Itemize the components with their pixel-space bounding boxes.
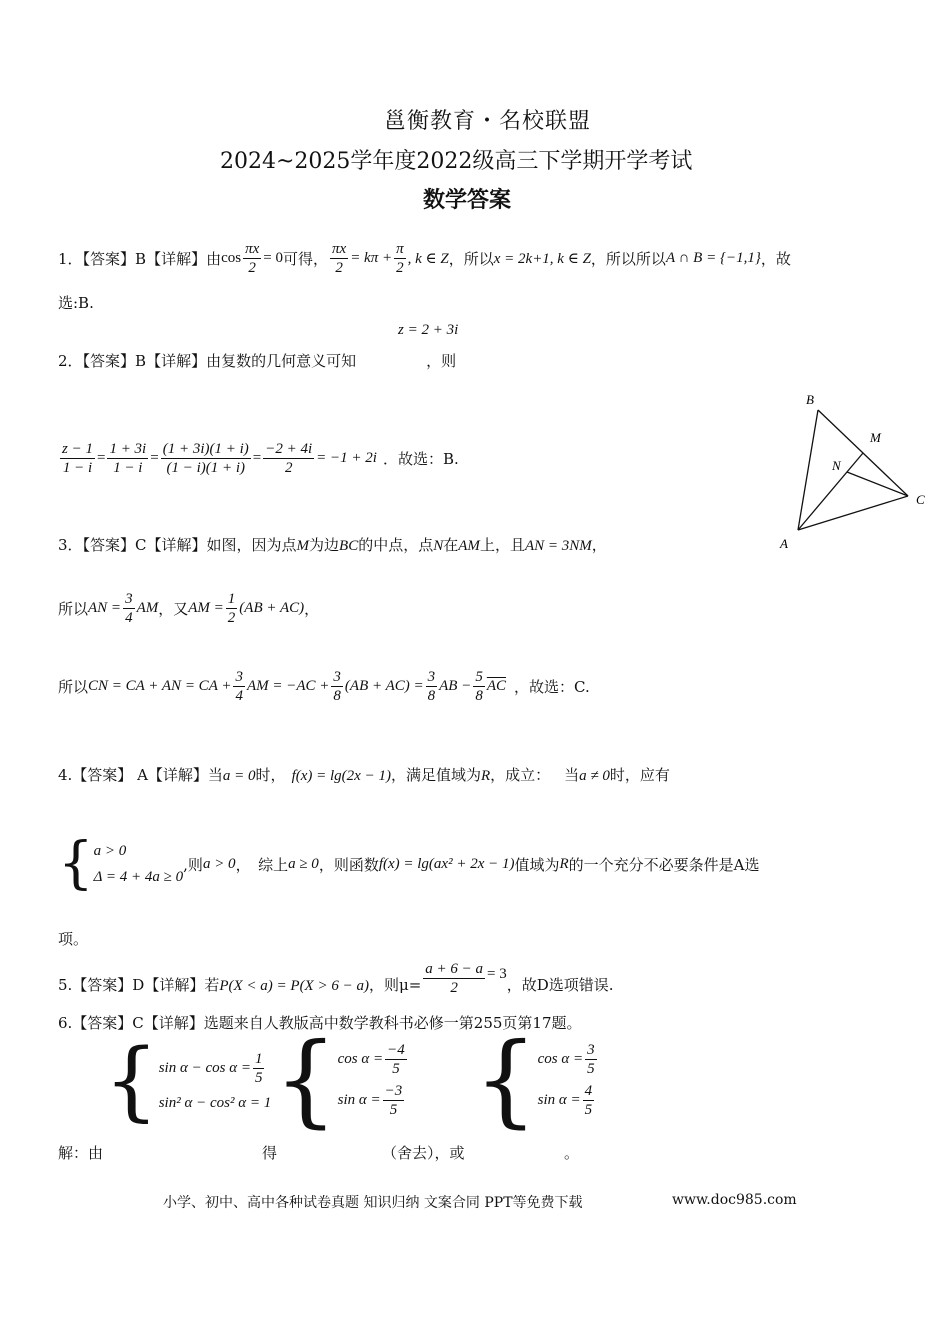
q3-l3-frac1: $\frac{3}{4}$ bbox=[235, 669, 243, 704]
q2-frac3: $\frac{(1 + 3i)(1 + i)}{(1 - i)(1 + i)}$ bbox=[162, 441, 249, 476]
q3-shang: 上，且 bbox=[479, 536, 525, 554]
q6-system3 bbox=[474, 1021, 599, 1138]
segment-nc bbox=[847, 472, 908, 496]
label-c: C bbox=[916, 492, 925, 507]
q1-x: x = 2k+1, k ∈ Z bbox=[493, 251, 591, 267]
q3-l3-b: AM = −AC + bbox=[246, 678, 330, 694]
q5-eq: = 3 bbox=[487, 966, 507, 982]
q3-m: M bbox=[296, 538, 310, 554]
q6-lead: 6.【答案】C【详解】选题来自人教版高中数学教科书必修一第255页第17题。 bbox=[58, 1014, 582, 1032]
q3-line1 bbox=[58, 534, 607, 555]
q1-kz: , k ∈ Z bbox=[407, 251, 449, 267]
footer-url[interactable]: www.doc985.com bbox=[672, 1192, 797, 1208]
q4-r2: R bbox=[559, 855, 569, 872]
q5-frac: $\frac{a + 6 - a}{2}$ bbox=[425, 961, 484, 996]
q6-system2 bbox=[274, 1021, 409, 1138]
q4-r: R bbox=[480, 768, 491, 784]
q6-jie: 解：由 bbox=[58, 1144, 104, 1162]
q4-fx: f(x) = lg(2x − 1) bbox=[291, 768, 391, 784]
q3-l2-am2: AM = bbox=[188, 600, 224, 616]
school-name: 邕衡教育・名校联盟 bbox=[384, 109, 592, 134]
q4-dang: 当 bbox=[564, 766, 580, 784]
q3-l2-suoyi: 所以 bbox=[58, 600, 89, 618]
q4-shi: 时， bbox=[255, 766, 286, 784]
edge-ac bbox=[798, 496, 908, 530]
q3-l2-paren: (AB + AC) bbox=[239, 600, 305, 616]
q6-brace3: { bbox=[474, 1021, 538, 1138]
q4-end: 的一个充分不必要条件是A选 bbox=[568, 855, 760, 874]
q3-l2-an: AN = bbox=[88, 600, 122, 616]
q1-frac3: $\frac{\pi}{2}$ bbox=[396, 241, 404, 276]
q1-suoyi2: ，所以所以 bbox=[590, 250, 666, 268]
q1-kede: 可得， bbox=[282, 250, 328, 268]
q3-l3-c: (AB + AC) = bbox=[344, 678, 424, 694]
q6-sheqv: （舍去），或 bbox=[382, 1144, 465, 1162]
q6-s3a: cos α = bbox=[537, 1051, 584, 1067]
q2-frac1: $\frac{z - 1}{1 - i}$ bbox=[62, 441, 93, 476]
median-am bbox=[798, 453, 863, 530]
q4-a0: a = 0 bbox=[222, 768, 256, 784]
q3-an3: AN = 3NM bbox=[524, 538, 592, 554]
q2-result: = −1 + 2i bbox=[316, 450, 377, 466]
q3-l2-frac2: $\frac{1}{2}$ bbox=[227, 591, 236, 626]
q6-system1 bbox=[104, 1031, 272, 1131]
q6-s1a-frac: $\frac{1}{5}$ bbox=[254, 1051, 263, 1086]
q6-period: 。 bbox=[564, 1144, 580, 1162]
q4-shi2: 时，应有 bbox=[609, 766, 670, 784]
q2-frac2: $\frac{1 + 3i}{1 - i}$ bbox=[109, 441, 147, 476]
q3-zai: 在 bbox=[443, 536, 459, 554]
exam-title: 2024~2025学年度2022级高三下学期开学考试 bbox=[220, 149, 693, 174]
q2-end: ．故选：B. bbox=[382, 450, 459, 468]
q4-brace: { bbox=[58, 831, 94, 896]
q3-l2-am: AM bbox=[136, 600, 159, 616]
q1-cos: cos bbox=[221, 250, 242, 266]
q6-s2b: sin α = bbox=[337, 1092, 381, 1108]
q3-l3-a: CN = CA + AN = CA + bbox=[88, 678, 232, 694]
label-n: N bbox=[832, 458, 841, 473]
label-a: A bbox=[780, 536, 788, 551]
q6-s1a: sin α − cos α = bbox=[158, 1060, 251, 1076]
q3-bc: BC bbox=[339, 538, 359, 554]
triangle-diagram bbox=[770, 388, 940, 558]
q3-l2-you: ，又 bbox=[158, 600, 189, 618]
q3-l3-frac2: $\frac{3}{8}$ bbox=[333, 669, 341, 704]
q3-l3-e: $\overline{AC}$ bbox=[486, 678, 506, 694]
q4-fx2: f(x) = lg(ax² + 2x − 1) bbox=[378, 855, 515, 872]
q4-zong: ， 综上 bbox=[235, 855, 289, 874]
q1-frac2: $\frac{\pi x}{2}$ bbox=[332, 241, 347, 276]
q3-weibian: 为边 bbox=[309, 536, 340, 554]
q4-man: ，满足值域为 bbox=[390, 766, 481, 784]
q3-n: N bbox=[433, 538, 444, 554]
q4-line2 bbox=[58, 831, 760, 896]
q4-hs: ，则函数 bbox=[318, 855, 379, 874]
q3-l3-frac3: $\frac{3}{8}$ bbox=[427, 669, 436, 704]
q3-am: AM bbox=[458, 538, 480, 554]
q1-gu: ，故 bbox=[760, 250, 791, 268]
q1-ab: A ∩ B = {−1,1} bbox=[665, 250, 761, 266]
label-m: M bbox=[870, 430, 881, 445]
doc-title: 数学答案 bbox=[423, 187, 512, 213]
q1-suoyi: ，所以 bbox=[448, 250, 494, 268]
q3-l3-suoyi: 所以 bbox=[58, 678, 89, 696]
q4-sys1: a > 0 bbox=[93, 843, 127, 859]
q3-l3-end: ，故选：C. bbox=[514, 678, 590, 696]
q2-line2: $\frac{z - 1}{1 - i}$ = $\frac{1 + 3i}{1 - i}$ = $\frac{(1 + 3i)(1 + i)}{(1 - i)(1 + i)}$ = $\frac{-2 + 4i}{2}$ = −1 + 2i ．故选：B. bbox=[62, 441, 459, 476]
q2-ze: ，则 bbox=[426, 352, 457, 370]
q6-s2b-frac: $\frac{-3}{5}$ bbox=[384, 1083, 403, 1118]
q5-ze: ，则μ= bbox=[368, 976, 422, 994]
q3-l2-end: ， bbox=[304, 600, 320, 618]
q3-l3-frac4: $\frac{5}{8}$ bbox=[475, 669, 483, 704]
q5-lead: 5.【答案】D【详解】若 bbox=[58, 976, 220, 994]
q6-s3a-frac: $\frac{3}{5}$ bbox=[587, 1042, 595, 1077]
q6-s3b: sin α = bbox=[537, 1092, 581, 1108]
footer-text: 小学、初中、高中各种试卷真题 知识归纳 文案合同 PPT等免费下载 bbox=[163, 1195, 583, 1211]
q3-line2 bbox=[58, 590, 319, 627]
q4-agt: a > 0 bbox=[202, 855, 236, 872]
q4-cl: ，成立： bbox=[490, 766, 551, 784]
q3-l2-frac1: $\frac{3}{4}$ bbox=[125, 591, 133, 626]
q6-brace2: { bbox=[274, 1021, 338, 1138]
q5-p: P(X < a) = P(X > 6 − a) bbox=[219, 978, 369, 994]
q4-sys2: Δ = 4 + 4a ≥ 0 bbox=[93, 869, 184, 885]
q3-zd: 的中点，点 bbox=[358, 536, 434, 554]
q4-lead: 4.【答案】 A【详解】当 bbox=[58, 766, 223, 784]
q1-frac1: $\frac{\pi x}{2}$ bbox=[245, 241, 260, 276]
q3-l3-d: AB − bbox=[439, 678, 472, 694]
q3-lead: 3．【答案】C【详解】如图，因为点 bbox=[58, 536, 297, 554]
q6-s3b-frac: $\frac{4}{5}$ bbox=[584, 1083, 593, 1118]
q5-end: ，故D选项错误. bbox=[506, 976, 614, 994]
q6-de: 得 bbox=[262, 1144, 278, 1162]
q1-eq0: = 0 bbox=[263, 250, 283, 266]
q4-line1 bbox=[58, 764, 670, 785]
q4-an0: a ≠ 0 bbox=[579, 768, 610, 784]
q6-brace1: { bbox=[104, 1031, 159, 1131]
q2-line1 bbox=[58, 350, 456, 371]
q1-line2: 选:B. bbox=[58, 294, 94, 312]
q1-eqkpi: = kπ + bbox=[350, 250, 393, 266]
q4-line3: 项。 bbox=[58, 930, 89, 948]
q1-lead: 1．【答案】B【详解】由 bbox=[58, 250, 222, 268]
q4-zhi: 值域为 bbox=[514, 855, 560, 874]
q3-comma: ， bbox=[591, 536, 607, 554]
q5-line bbox=[58, 960, 614, 997]
q3-line3 bbox=[58, 668, 590, 705]
q6-s2a-frac: $\frac{-4}{5}$ bbox=[387, 1042, 405, 1077]
q4-age: a ≥ 0 bbox=[288, 855, 319, 872]
edge-ab bbox=[798, 410, 818, 530]
q6-s1b: sin² α − cos² α = 1 bbox=[158, 1095, 272, 1111]
q1-line1 bbox=[58, 240, 791, 277]
q2-z: z = 2 + 3i bbox=[398, 322, 459, 338]
q2-lead: 2．【答案】B【详解】由复数的几何意义可知 bbox=[58, 352, 357, 370]
label-b: B bbox=[806, 392, 814, 407]
q4-ze: ,则 bbox=[183, 855, 203, 874]
q6-s2a: cos α = bbox=[337, 1051, 384, 1067]
q2-frac4: $\frac{-2 + 4i}{2}$ bbox=[265, 441, 313, 476]
